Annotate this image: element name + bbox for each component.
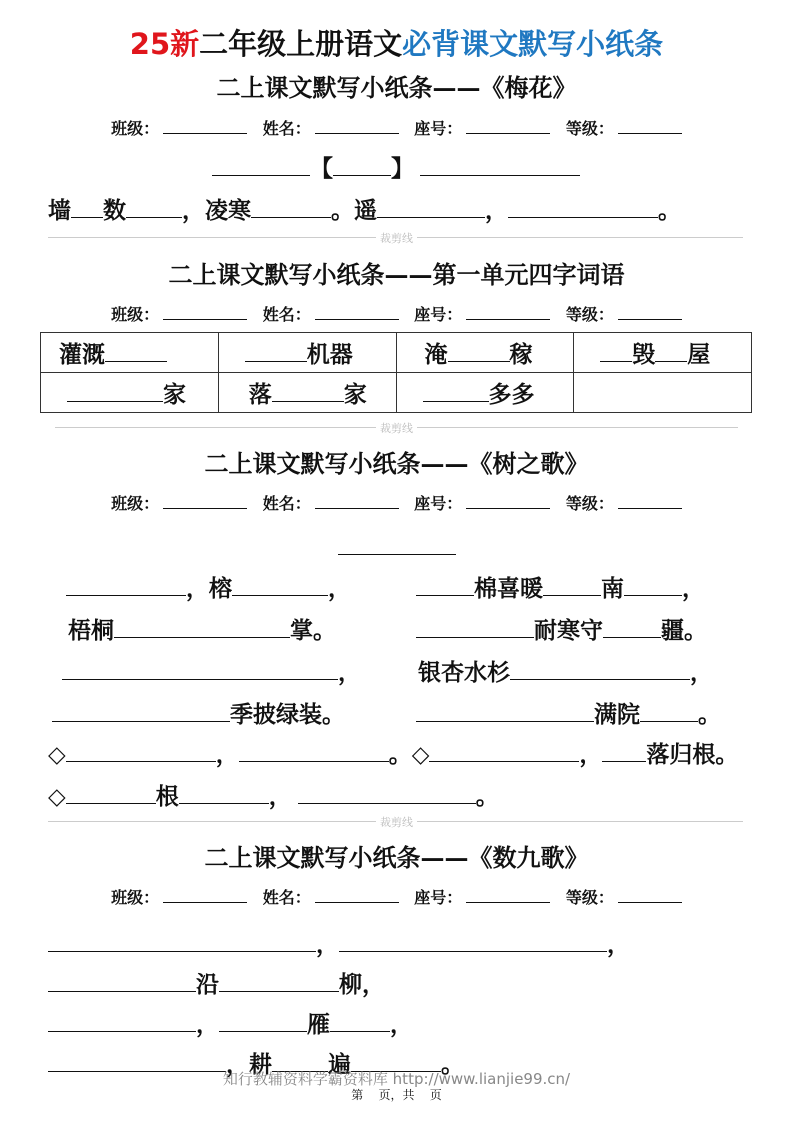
word-table <box>40 332 752 413</box>
blank[interactable] <box>71 195 103 218</box>
class-blank[interactable] <box>163 886 247 903</box>
blank[interactable] <box>66 739 216 762</box>
page-number: 第 页，共 页 <box>351 1088 442 1102</box>
info-row-1 <box>0 116 793 139</box>
class-blank[interactable] <box>163 117 247 134</box>
blank[interactable] <box>251 195 331 218</box>
name-label: 姓名： <box>262 888 311 907</box>
seat-blank[interactable] <box>466 886 550 903</box>
grade-label: 等级： <box>565 119 614 138</box>
blank[interactable] <box>429 739 579 762</box>
blank[interactable] <box>126 195 182 218</box>
blank[interactable] <box>272 379 344 402</box>
class-label: 班级： <box>111 494 160 513</box>
bracket-close: 】 <box>391 155 414 182</box>
blank[interactable] <box>339 929 607 952</box>
blank[interactable] <box>62 657 338 680</box>
class-label: 班级： <box>111 119 160 138</box>
shuzhige-line-3b: 银杏水杉 ， <box>418 659 713 686</box>
shuzhige-line-5: ◇ ， 。◇ ， 落归根。 <box>48 741 739 768</box>
shuzhige-line-2a: 梧桐 掌。 <box>68 617 336 644</box>
table-cell: 灌溉 <box>41 333 219 373</box>
blank[interactable] <box>338 532 456 555</box>
blank[interactable] <box>245 339 307 362</box>
footer-watermark: 知行教辅资料学霸资料库 http://www.lianjie99.cn/ <box>222 1070 571 1088</box>
text-qiang: 墙 <box>48 197 71 224</box>
text-comma: ， <box>485 197 508 224</box>
class-blank[interactable] <box>163 303 247 320</box>
blank[interactable] <box>416 699 594 722</box>
shujiuge-line-3: ， 雁 ， <box>48 1006 413 1039</box>
poem-title-blank <box>338 532 456 561</box>
shuzhige-line-4b: 满院 。 <box>416 696 721 729</box>
blank[interactable] <box>219 1009 307 1032</box>
shuzhige-line-3a: ， <box>62 654 361 687</box>
table-cell: 毁 屋 <box>574 333 752 373</box>
table-row <box>41 333 752 373</box>
section-title-meihua: 二上课文默写小纸条——《梅花》 <box>216 73 577 102</box>
section-title-words: 二上课文默写小纸条——第一单元四字词语 <box>168 260 625 289</box>
blank[interactable] <box>602 739 646 762</box>
title-blue: 必背课文默写小纸条 <box>402 27 664 61</box>
seat-blank[interactable] <box>466 492 550 509</box>
blank[interactable] <box>624 573 682 596</box>
blank[interactable] <box>377 195 485 218</box>
name-label: 姓名： <box>262 494 311 513</box>
shujiuge-line-2: 沿 柳， <box>48 966 385 999</box>
section-title-shujiuge: 二上课文默写小纸条——《数九歌》 <box>204 843 589 872</box>
info-row-3 <box>0 491 793 514</box>
text-yao: 。遥 <box>331 197 377 224</box>
seat-label: 座号： <box>414 888 463 907</box>
shuzhige-line-1b: 棉喜暖 南 ， <box>416 570 705 603</box>
table-cell <box>574 373 752 413</box>
blank[interactable] <box>510 657 690 680</box>
cut-label: 裁剪线 <box>0 230 793 246</box>
table-cell: 淹 稼 <box>396 333 574 373</box>
author-blank[interactable] <box>420 153 580 176</box>
table-cell: 机器 <box>218 333 396 373</box>
name-blank[interactable] <box>315 117 399 134</box>
shuzhige-line-6: ◇ 根 ， 。 <box>48 783 499 810</box>
blank[interactable] <box>114 615 290 638</box>
class-label: 班级： <box>111 305 160 324</box>
shujiuge-line-4: ，耕 遍 。 <box>48 1046 464 1079</box>
blank[interactable] <box>423 379 489 402</box>
blank[interactable] <box>66 573 186 596</box>
table-row <box>41 373 752 413</box>
blank[interactable] <box>48 929 316 952</box>
shujiuge-line-1: ， ， <box>48 926 630 959</box>
blank[interactable] <box>600 339 632 362</box>
blank[interactable] <box>640 699 698 722</box>
blank[interactable] <box>448 339 510 362</box>
blank[interactable] <box>298 781 476 804</box>
table-cell: 落 家 <box>218 373 396 413</box>
grade-label: 等级： <box>565 888 614 907</box>
blank[interactable] <box>603 615 661 638</box>
blank[interactable] <box>66 781 156 804</box>
name-label: 姓名： <box>262 305 311 324</box>
text-linghan: ，凌寒 <box>182 197 251 224</box>
blank[interactable] <box>508 195 658 218</box>
blank[interactable] <box>67 379 163 402</box>
seat-label: 座号： <box>414 494 463 513</box>
diamond-icon: ◇ <box>48 783 66 810</box>
shuzhige-line-1a: ，榕 ， <box>66 570 351 603</box>
meihua-line-1 <box>212 150 580 183</box>
seat-label: 座号： <box>414 305 463 324</box>
blank[interactable] <box>232 573 328 596</box>
main-title <box>0 22 793 63</box>
blank[interactable] <box>48 969 196 992</box>
table-cell: 多多 <box>396 373 574 413</box>
meihua-line-2 <box>48 192 681 225</box>
seat-blank[interactable] <box>466 117 550 134</box>
text-period: 。 <box>658 197 681 224</box>
grade-label: 等级： <box>565 494 614 513</box>
blank[interactable] <box>52 699 230 722</box>
shuzhige-line-2b: 耐寒守 疆。 <box>416 612 707 645</box>
class-blank[interactable] <box>163 492 247 509</box>
dynasty-blank[interactable] <box>333 153 391 176</box>
class-label: 班级： <box>111 888 160 907</box>
blank[interactable] <box>48 1009 196 1032</box>
grade-label: 等级： <box>565 305 614 324</box>
diamond-icon: ◇ <box>48 741 66 768</box>
section-title-shuzhige: 二上课文默写小纸条——《树之歌》 <box>204 449 589 478</box>
blank[interactable] <box>330 1009 390 1032</box>
name-blank[interactable] <box>315 886 399 903</box>
name-label: 姓名： <box>262 119 311 138</box>
blank[interactable] <box>105 339 167 362</box>
cut-label: 裁剪线 <box>0 814 793 830</box>
title-red: 25新 <box>129 27 200 61</box>
blank[interactable] <box>179 781 269 804</box>
name-blank[interactable] <box>315 303 399 320</box>
grade-blank[interactable] <box>618 492 682 509</box>
blank[interactable] <box>543 573 601 596</box>
blank[interactable] <box>416 573 474 596</box>
seat-blank[interactable] <box>466 303 550 320</box>
grade-blank[interactable] <box>618 886 682 903</box>
seat-label: 座号： <box>414 119 463 138</box>
title-black: 二年级上册语文 <box>199 27 403 61</box>
blank[interactable] <box>239 739 389 762</box>
bracket-open: 【 <box>310 155 333 182</box>
grade-blank[interactable] <box>618 117 682 134</box>
shuzhige-line-4a: 季披绿装。 <box>52 696 345 729</box>
title-blank[interactable] <box>212 153 310 176</box>
name-blank[interactable] <box>315 492 399 509</box>
blank[interactable] <box>219 969 339 992</box>
blank[interactable] <box>416 615 534 638</box>
grade-blank[interactable] <box>618 303 682 320</box>
info-row-4 <box>0 885 793 908</box>
blank[interactable] <box>655 339 687 362</box>
cut-label: 裁剪线 <box>0 420 793 436</box>
text-shu: 数 <box>103 197 126 224</box>
info-row-2 <box>0 302 793 325</box>
table-cell: 家 <box>41 373 219 413</box>
